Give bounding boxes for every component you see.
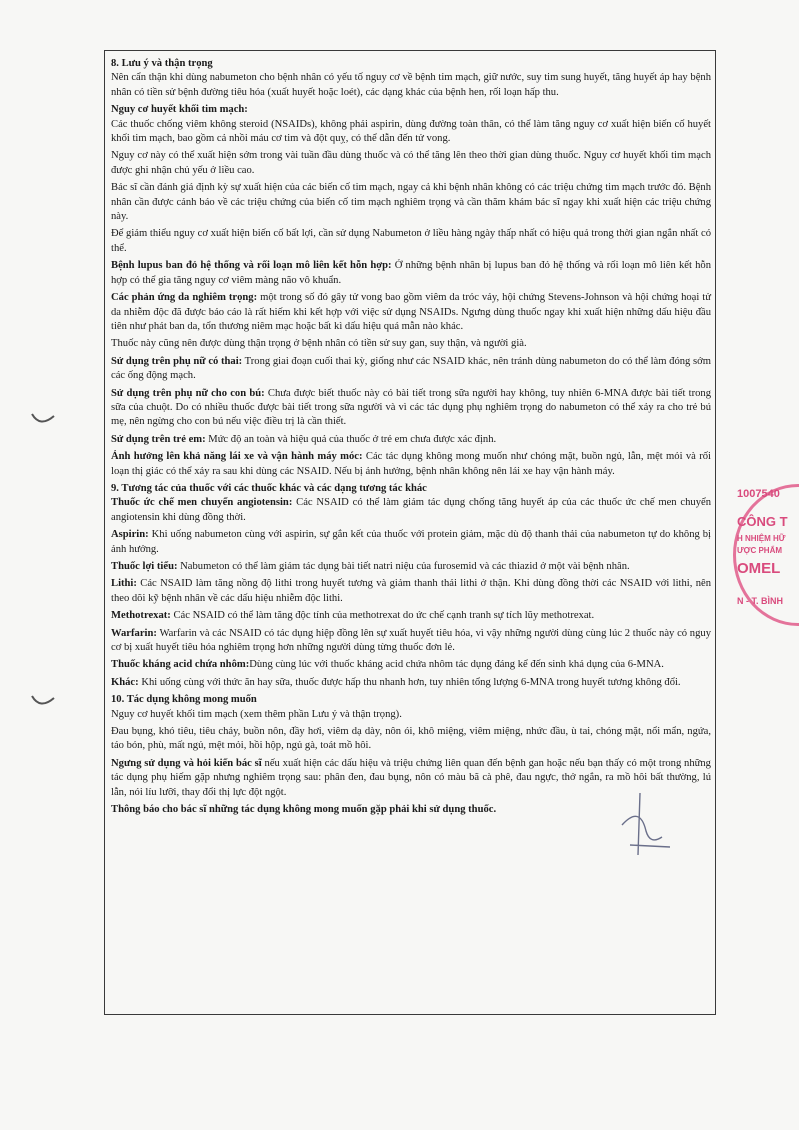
driving-lead: Ảnh hưởng lên khả năng lái xe và vận hành máy móc: xyxy=(111,451,363,463)
lupus-lead: Bệnh lupus ban đỏ hệ thống và rối loạn mô liên kết hỗn hợp: xyxy=(111,260,392,272)
other-interactions-paragraph: Khác: Khi uống cùng với thức ăn hay sữa, thuốc được hấp thu nhanh hơn, tuy nhiên tổng lượng 6-MNA trong huyết tương không đổi. xyxy=(111,676,681,688)
report-to-doctor-note: Thông báo cho bác sĩ những tác dụng không mong muốn gặp phải khi sử dụng thuốc. xyxy=(111,804,497,816)
aspirin-paragraph: Aspirin: Khi uống nabumeton cùng với aspirin, sự gắn kết của thuốc với protein giảm, mặc dù độ thanh thải của nabumeton tự do không bị ảnh hưởng. xyxy=(111,529,711,555)
skin-reactions-paragraph: Các phản ứng da nghiêm trọng: một trong số đó gây tử vong bao gồm viêm da tróc vảy, hội chứng Stevens-Johnson và hội chứng hoại tử da nhiễm độc đã được báo cáo là rất hiếm khi kết hợp với việc sử dụng NSAIDs. Ngưng dùng thuốc ngay khi xuất hiện những dấu hiệu đầu tiên như phát ban da, tổn thương niêm mạc hoặc bất kì dấu hiệu quá mẫn nào khác. xyxy=(111,292,711,332)
stop-use-paragraph: Ngưng sử dụng và hỏi kiến bác sĩ nếu xuất hiện các dấu hiệu và triệu chứng liên quan đến bệnh gan hoặc nếu bạn thấy có một trong những tác dụng phụ hiếm gặp nhưng nghiêm trọng sau: phân đen, đau bụng, nôn có màu bã cà phê, đau ngực, thở ngắn, ra mồ hôi bất thường, lú lẫn, nói líu lưỡi, thay đổi thị lực đột ngột. xyxy=(111,757,711,798)
cv-risk-title: Nguy cơ huyết khối tim mạch: xyxy=(111,104,248,116)
section-10-title: 10. Tác dụng không mong muốn xyxy=(111,694,257,706)
cv-risk-paragraph: Các thuốc chống viêm không steroid (NSAIDs), không phải aspirin, dùng đường toàn thân, có thể làm tăng nguy cơ xuất hiện biến cố huyết khối tim mạch, bao gồm cả nhồi máu cơ tim và đột quỵ, có thể dẫn đến tử vong. xyxy=(111,118,711,145)
diuretics-paragraph: Thuốc lợi tiểu: Nabumeton có thể làm giảm tác dụng bài tiết natri niệu của furosemid và các thiazid ở một vài bệnh nhân. xyxy=(111,561,630,572)
margin-tick-lower xyxy=(28,692,58,714)
pregnancy-lead: Sử dụng trên phụ nữ có thai: xyxy=(111,355,243,367)
section-8-title: 8. Lưu ý và thận trọng xyxy=(111,58,213,69)
adverse-paragraph: Đau bụng, khó tiêu, tiêu chảy, buồn nôn, đầy hơi, viêm dạ dày, nôn ói, khô miệng, viêm miệng, nhức đầu, ù tai, chóng mặt, nổi mẩn, ngứa, táo bón, phù, mất ngủ, mệt mỏi, hồi hộp, ngủ gà, toát mồ hôi. xyxy=(111,726,711,752)
warfarin-paragraph: Warfarin: Warfarin và các NSAID có tác dụng hiệp đồng lên sự xuất huyết tiêu hóa, vì vậy những người dùng cùng lúc 2 thuốc này có nguy cơ bị xuất huyết tiêu hóa nghiêm trọng hơn những người dùng từng thuốc đơn lẻ. xyxy=(111,627,711,654)
driving-paragraph: Ảnh hưởng lên khả năng lái xe và vận hành máy móc: Các tác dụng không mong muốn như chóng mặt, buồn ngủ, lẫn, mệt mỏi và rối loạn thị giác có thể xảy ra sau khi dùng các NSAID. Nếu bị ảnh hưởng, bệnh nhân không nên lái xe hay vận hành máy. xyxy=(111,451,711,477)
cv-risk-paragraph: Bác sĩ cần đánh giá định kỳ sự xuất hiện của các biến cố tim mạch, ngay cả khi bệnh nhân không có các triệu chứng tim mạch trước đó. Bệnh nhân cần được cảnh báo về các triệu chứng của biến cố tim mạch nghiêm trọng và cần thăm khám bác sĩ ngay khi xuất hiện các triệu chứng này. xyxy=(111,182,712,223)
section-8-intro: Nên cẩn thận khi dùng nabumeton cho bệnh nhân có yếu tố nguy cơ về bệnh tim mạch, giữ nước, suy tim sung huyết, tăng huyết áp hay bệnh nhân có tiền sử bệnh đường tiêu hóa (xuất huyết hoặc loét), các dạng khác của bệnh hen, rối loạn hấp thu. xyxy=(111,72,711,98)
company-stamp: 1007540 CÔNG T H NHIỆM HỮ ƯỢC PHẨM OMEL N - T. BÌNH xyxy=(729,484,799,626)
lupus-paragraph: Bệnh lupus ban đỏ hệ thống và rối loạn mô liên kết hỗn hợp: Ở những bệnh nhân bị lupus ban đỏ hệ thống và rối loạn mô liên kết hỗn hợp có thể gia tăng nguy cơ viêm màng não vô khuẩn. xyxy=(111,260,712,286)
lactation-paragraph: Sử dụng trên phụ nữ cho con bú: Chưa được biết thuốc này có bài tiết trong sữa người hay không, tuy nhiên 6-MNA được bài tiết trong sữa của chuột. Do có nhiều thuốc được bài tiết trong sữa người và vì các tác dụng phụ nghiêm trọng do nabumeton có thể xảy ra cho trẻ bú mẹ, nên ngừng cho con bú nếu việc điều trị là cần thiết. xyxy=(111,387,711,428)
margin-tick-upper xyxy=(28,410,58,432)
document-frame xyxy=(104,50,716,1015)
pregnancy-paragraph: Sử dụng trên phụ nữ có thai: Trong giai đoạn cuối thai kỳ, giống như các NSAID khác, nên tránh dùng nabumeton do có thể làm đóng sớm các ống động mạch. xyxy=(111,355,711,382)
children-lead: Sử dụng trên trẻ em: xyxy=(111,433,206,445)
section-9-title: 9. Tương tác của thuốc với các thuốc khác và các dạng tương tác khác xyxy=(111,482,427,494)
children-paragraph: Sử dụng trên trẻ em: Mức độ an toàn và hiệu quả của thuốc ở trẻ em chưa được xác định. xyxy=(111,433,497,445)
ace-paragraph: Thuốc ức chế men chuyển angiotensin: Các NSAID có thể làm giảm tác dụng chống tăng huyết áp của các thuốc ức chế men chuyển angiotensin khi dùng đồng thời. xyxy=(111,497,712,523)
cv-risk-paragraph: Để giảm thiểu nguy cơ xuất hiện biến cố bất lợi, cần sử dụng Nabumeton ở liều hàng ngày thấp nhất có hiệu quả trong thời gian ngắn nhất có thể. xyxy=(111,228,711,254)
skin-lead: Các phản ứng da nghiêm trọng: xyxy=(111,292,258,304)
signature-mark xyxy=(600,785,680,865)
lithium-paragraph: Lithi: Các NSAID làm tăng nồng độ lithi trong huyết tương và giảm thanh thải lithi ở thận. Khi dùng đồng thời các NSAID với lithi, nên theo dõi kỹ bệnh nhân về các dấu hiệu nhiễm độc lithi. xyxy=(111,578,711,604)
lactation-lead: Sử dụng trên phụ nữ cho con bú: xyxy=(111,387,265,399)
antacid-paragraph: Thuốc kháng acid chứa nhôm:Dùng cùng lúc với thuốc kháng acid chứa nhôm tác dụng đáng kể đến sinh khả dụng của 6-MNA. xyxy=(111,659,664,671)
adverse-paragraph: Nguy cơ huyết khối tim mạch (xem thêm phần Lưu ý và thận trọng). xyxy=(111,708,402,720)
methotrexate-paragraph: Methotrexat: Các NSAID có thể làm tăng độc tính của methotrexat do ức chế cạnh tranh sự tích lũy methotrexat. xyxy=(111,610,595,622)
cv-risk-paragraph: Nguy cơ này có thể xuất hiện sớm trong vài tuần đầu dùng thuốc và có thể tăng lên theo thời gian dùng thuốc. Nguy cơ huyết khối tim mạch được ghi nhận chủ yếu ở liều cao. xyxy=(111,150,711,176)
caution-other-paragraph: Thuốc này cũng nên được dùng thận trọng ở bệnh nhân có tiền sử suy gan, suy thận, và người già. xyxy=(111,338,527,350)
